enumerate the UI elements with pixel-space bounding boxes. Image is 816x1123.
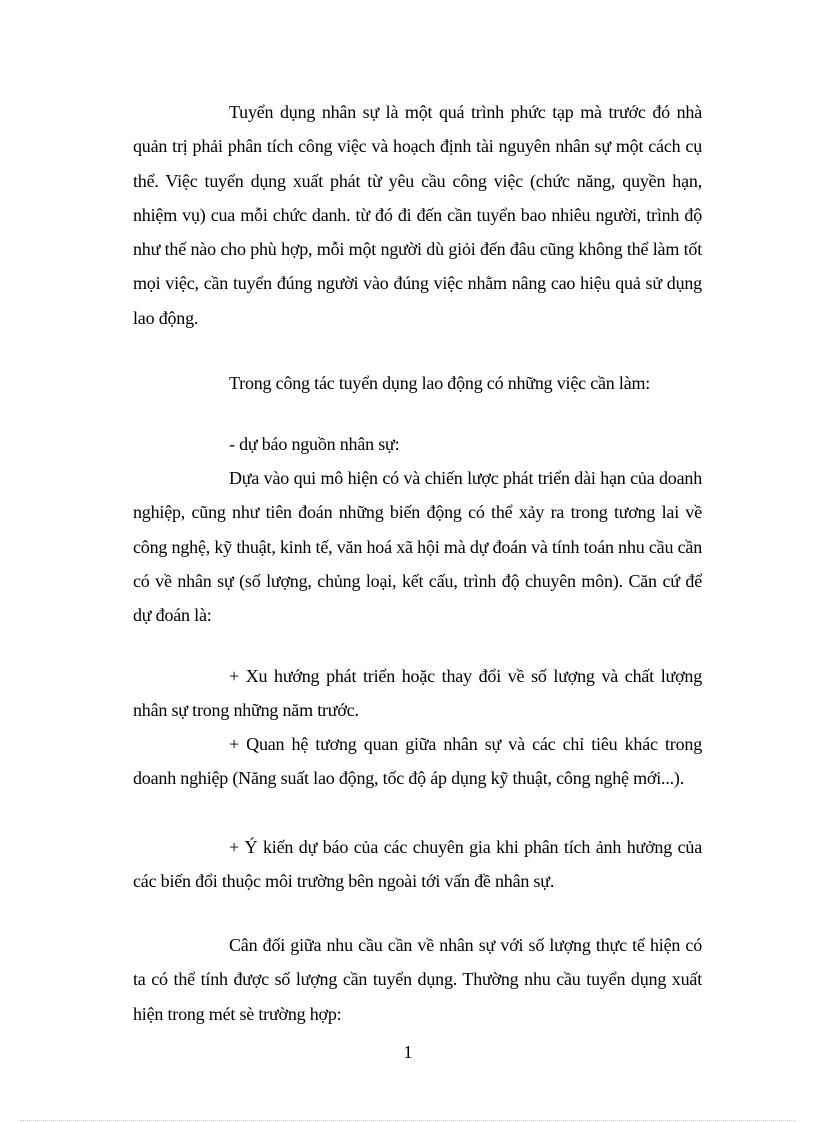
paragraph-recruitment-intro: Tuyển dụng nhân sự là một quá trình phức tạp mà trước đó nhà quản trị phải phân tích công việc và hoạch định tài nguyên nhân sự một cách cụ thể. Việc tuyển dụng xuất phát từ yêu cầu công việc (chức năng, quyền hạn, nhiệm vụ) cua mỗi chức danh. từ đó đi đến cần tuyển bao nhiêu người, trình độ như thế nào cho phù hợp, mỗi một người dù giỏi đến đâu cũng không thể làm tốt mọi việc, cần tuyển đúng người vào đúng việc nhằm nâng cao hiệu quả sử dụng lao động. (133, 102, 702, 328)
paragraph-forecast-heading: - dự báo nguồn nhân sự: (229, 434, 400, 454)
page-number: 1 (403, 1042, 413, 1062)
paragraph-basis-correlation: + Quan hệ tương quan giữa nhân sự và các chỉ tiêu khác trong doanh nghiệp (Năng suất lao động, tốc độ áp dụng kỹ thuật, công nghệ mới...). (133, 734, 702, 789)
page-bottom-border (20, 1120, 796, 1121)
paragraph-balance: Cân đối giữa nhu cầu cần về nhân sự với số lượng thực tế hiện có ta có thể tính được số lượng cần tuyển dụng. Thường nhu cầu tuyển dụng xuất hiện trong mét sè trường hợp: (133, 935, 702, 1024)
paragraph-forecast-body: Dựa vào qui mô hiện có và chiến lược phát triển dài hạn của doanh nghiệp, cũng như tiên đoán những biến động có thể xảy ra trong tương lai về công nghệ, kỹ thuật, kinh tế, văn hoá xã hội mà dự đoán và tính toán nhu cầu cần có về nhân sự (số lượng, chủng loại, kết cấu, trình độ chuyên môn). Căn cứ để dự đoán là: (133, 468, 702, 626)
paragraph-basis-trend: + Xu hướng phát triển hoặc thay đổi về số lượng và chất lượng nhân sự trong những năm trước. (133, 666, 702, 721)
paragraph-basis-expert: + Ý kiến dự báo của các chuyên gia khi phân tích ảnh hưởng của các biến đổi thuộc môi trường bên ngoài tới vấn đề nhân sự. (133, 837, 702, 892)
paragraph-tasks-heading: Trong công tác tuyển dụng lao động có những việc cần làm: (229, 373, 651, 393)
